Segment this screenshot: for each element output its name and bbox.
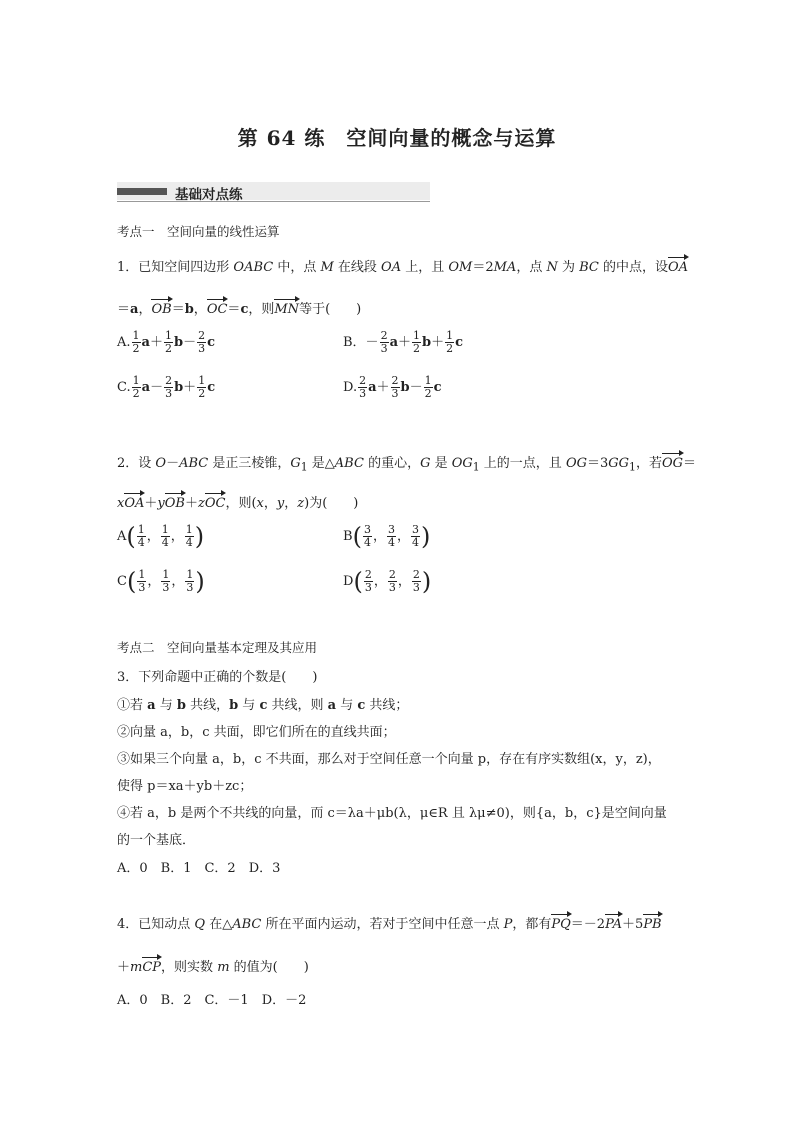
question-2-line-1: 2．设 O－ABC 是正三棱锥，$G_1$ 是△ABC 的重心，G 是 $OG_1$ 上的一点，且 $OG=3GG_1$，若OG＝ [117, 456, 697, 474]
question-3-statement-2: ②向量 a，b，c 共面，即它们所在的直线共面； [117, 725, 396, 740]
question-2-line-2: xOA＋yOB＋zOC，则(x，y，z)为( ) [117, 496, 359, 511]
question-1-line-1: 1．已知空间四边形 OABC 中，点 M 在线段 OA 上，且 OM＝2MA，点 N 为 BC 的中点，设OA [117, 260, 689, 275]
question-1-line-2: ＝a，OB＝b，OC＝c，则MN等于( ) [117, 302, 362, 317]
kaodian-2: 考点二 空间向量基本定理及其应用 [117, 640, 318, 655]
question-3-statement-1: ①若 a 与 b 共线，b 与 c 共线，则 a 与 c 共线； [117, 698, 409, 713]
question-4-options: A．0 B．2 C．－1 D．－2 [117, 993, 307, 1008]
q2-option-a: A( $\frac{1}{4}$ ， $\frac{1}{4}$ ， $\frac{1}{4}$ ) [117, 522, 205, 551]
section-header [117, 182, 430, 202]
question-4-line-1: 4．已知动点 Q 在△ABC 所在平面内运动，若对于空间中任意一点 P，都有PQ＝－2PA＋5PB [117, 917, 662, 932]
q1-option-b: B．－ $\frac{2}{3}$ a＋ $\frac{1}{2}$ b＋ $\frac{1}{2}$ c [343, 329, 464, 355]
q2-option-b: B( $\frac{3}{4}$ ， $\frac{3}{4}$ ， $\frac{3}{4}$ ) [343, 522, 431, 551]
question-3-statement-4: ④若 a，b 是两个不共线的向量，而 c＝λa＋μb(λ，μ∈R 且 λμ≠0)，则{a，b，c}是空间向量 [117, 806, 667, 821]
kaodian-1: 考点一 空间向量的线性运算 [117, 224, 280, 239]
section-title: 基础对点练 [175, 187, 243, 203]
q1-option-a: A. $\frac{1}{2}$ a＋ $\frac{1}{2}$ b－ $\frac{2}{3}$ c [117, 329, 216, 355]
question-3-statement-4b: 的一个基底． [117, 833, 196, 848]
q2-option-d: D( $\frac{2}{3}$ ， $\frac{2}{3}$ ， $\frac{2}{3}$ ) [343, 567, 432, 596]
question-4-line-2: ＋mCP，则实数 m 的值为( ) [117, 960, 309, 975]
question-3-options: A．0 B．1 C．2 D．3 [117, 861, 281, 876]
page-title: 第 64 练 空间向量的概念与运算 [237, 126, 557, 150]
q2-option-c: C( $\frac{1}{3}$ ， $\frac{1}{3}$ ， $\frac{1}{3}$ ) [117, 567, 205, 596]
question-3-stem: 3．下列命题中正确的个数是( ) [117, 670, 318, 685]
question-3-statement-3b: 使得 p＝xa＋yb＋zc； [117, 779, 253, 794]
q1-option-d: D. $\frac{2}{3}$ a＋ $\frac{2}{3}$ b－ $\frac{1}{2}$ c [343, 374, 442, 400]
question-3-statement-3: ③如果三个向量 a，b，c 不共面，那么对于空间任意一个向量 p，存在有序实数组(x，y，z)， [117, 752, 661, 767]
q1-option-c: C. $\frac{1}{2}$ a－ $\frac{2}{3}$ b＋ $\frac{1}{2}$ c [117, 374, 216, 400]
